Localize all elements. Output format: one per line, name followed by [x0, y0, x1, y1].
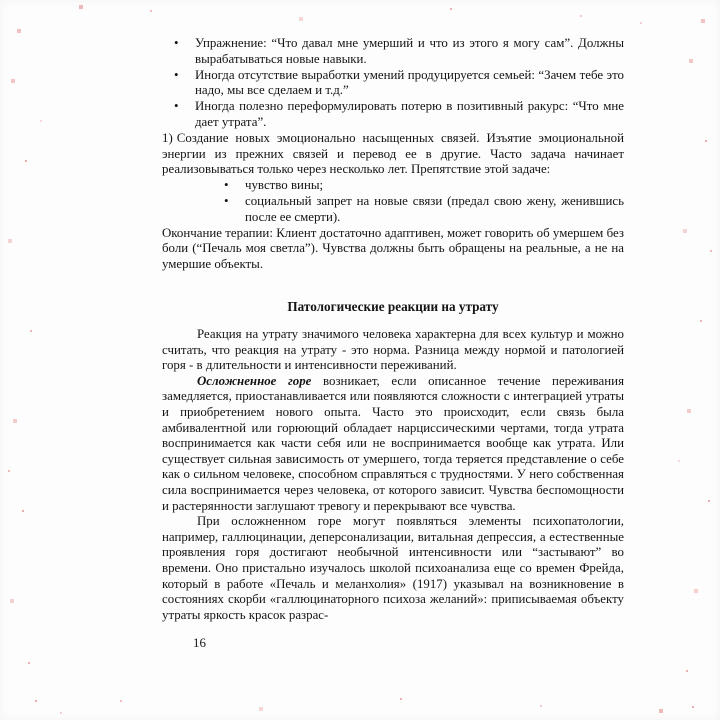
- bullet-text: чувство вины;: [245, 177, 324, 192]
- number-marker: 1): [162, 131, 173, 146]
- bullet-text: Иногда отсутствие выработки умений продуцируется семьей: “Зачем тебе это надо, мы все сделаем и т.д.”: [195, 67, 624, 98]
- scan-noise-speckles: [0, 0, 2, 2]
- bullet-marker: •: [224, 177, 229, 192]
- page-number: 16: [193, 636, 206, 651]
- numbered-paragraph: [162, 131, 624, 178]
- paragraph: [162, 374, 624, 514]
- bullet-text: Упражнение: “Что давал мне умерший и что из этого я могу сам”. Должны вырабатываться новые навыки.: [195, 36, 624, 66]
- sub-bullet-list: [162, 178, 624, 225]
- list-item: [212, 194, 624, 225]
- bullet-text: социальный запрет на новые связи (предал свою жену, женившись после ее смерти).: [245, 193, 624, 224]
- bullet-marker: •: [174, 36, 179, 50]
- section-heading: Патологические реакции на утрату: [287, 299, 499, 315]
- list-item: [162, 99, 624, 130]
- bullet-marker: •: [174, 99, 179, 114]
- bullet-text: Иногда полезно переформулировать потерю в позитивный ракурс: “Что мне дает утрата”.: [195, 99, 624, 129]
- paragraph: Реакция на утрату значимого человека характерна для всех культур и можно считать, что реакция на утрату - это норма. Разница между нормой и патологией горя - в длительности и интенсивности переживаний.: [162, 327, 624, 373]
- numbered-paragraph-text: Создание новых эмоционально насыщенных связей. Изъятие эмоциональной энергии из прежних связей и перевод ее в другие. Часто задача начинает реализовываться только через несколько лет. Препятствие этой задаче:: [162, 131, 624, 177]
- paragraph: При осложненном горе могут появляться элементы психопатологии, например, галлюцинации, деперсонализации, витальная депрессия, а естественные проявления горя достигают необычной интенсивности или “застывают” во времени. Оно пристально изучалось школой психоанализа еще со времен Фрейда, который в работе «Печаль и меланхолия» (1917) указывал на возникновение в состояниях скорби «галлюцинаторного психоза желаний»: приписываемая объекту утраты яркость красок разрас-: [162, 514, 624, 622]
- list-item: [162, 36, 624, 67]
- therapy-ending-paragraph: Окончание терапии: Клиент достаточно адаптивен, может говорить об умершем без боли (“Печаль моя светла”). Чувства должны быть обращены на реальные, а не на умершие объекты.: [162, 225, 624, 271]
- bullet-marker: •: [224, 193, 229, 208]
- paragraph-text: возникает, если описанное течение переживания замедляется, приостанавливается или появляются сложности с интеграцией утраты и приобретением нового опыта. Часто это происходит, если связь была амбивалентной или горюющий обладает нарциссическими чертами, тогда утрата воспринимается как части себя или не воспринимается вообще как утрата. Или существует сильная зависимость от умершего, тогда теряется представление о себе как о сильном человеке, способном справляться с трудностями. У него собственная сила воспринимается через человека, от которого зависит. Чувства беспомощности и растерянности заглушают тревогу и перекрывают все чувства.: [162, 373, 624, 513]
- emphasized-term: Осложненное горе: [197, 373, 312, 388]
- list-item: [212, 178, 624, 194]
- page-text-block: [162, 36, 624, 652]
- list-item: [162, 68, 624, 99]
- bullet-marker: •: [174, 67, 179, 82]
